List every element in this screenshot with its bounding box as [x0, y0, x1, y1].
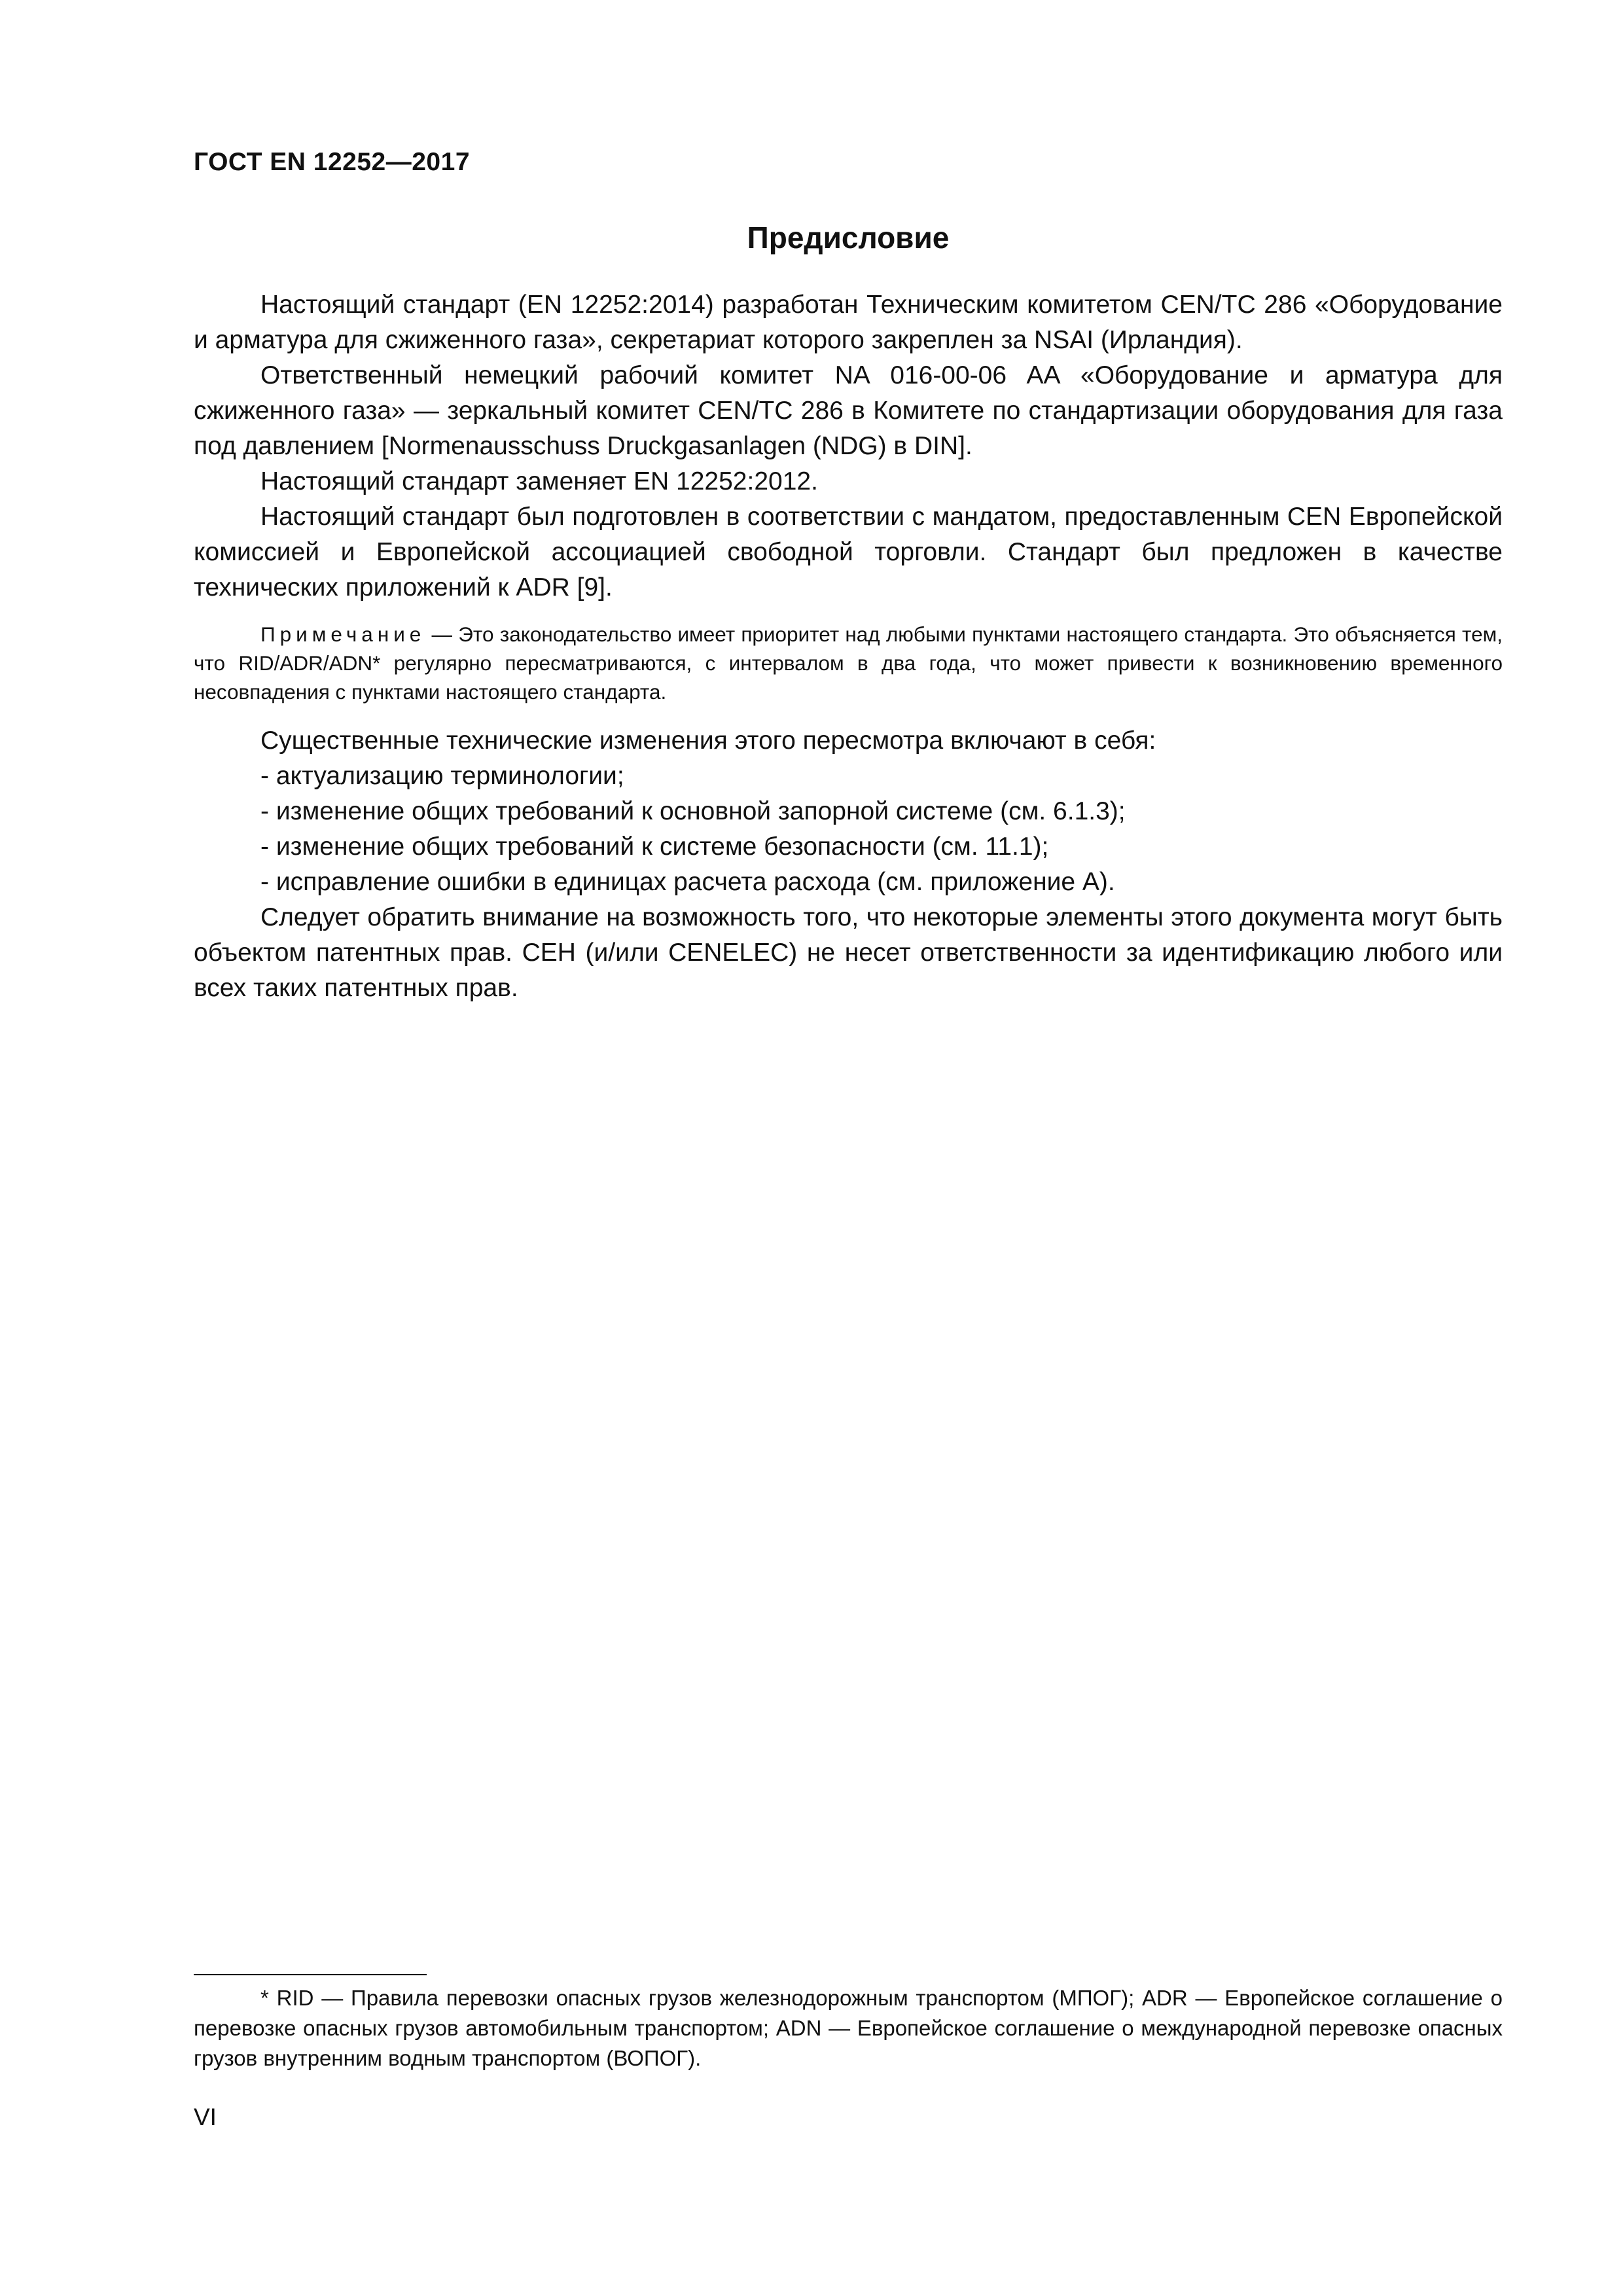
list-item: - актуализацию терминологии; [260, 762, 624, 791]
document-code-header: ГОСТ EN 12252—2017 [194, 148, 471, 176]
paragraph-mandate: Настоящий стандарт был подготовлен в соответствии с мандатом, предоставленным CEN Европейской комиссией и Европейской ассоциацией свободной торговли. Стандарт был предложен в качестве технических приложений к ADR [9]. [194, 503, 1503, 602]
list-item: - изменение общих требований к системе безопасности (см. 11.1); [260, 833, 1049, 861]
changes-intro: Существенные технические изменения этого пересмотра включают в себя: [260, 726, 1156, 755]
footnote: * RID — Правила перевозки опасных грузов железнодорожным транспортом (МПОГ); ADR — Европейское соглашение о перевозке опасных грузов автомобильным транспортом; ADN — Европейское соглашение о международной перевозке опасных грузов внутренним водным транспортом (ВОПОГ). [194, 1986, 1503, 2070]
paragraph-developer: Настоящий стандарт (EN 12252:2014) разработан Техническим комитетом CEN/TC 286 «Оборудование и арматура для сжиженного газа», секретариат которого закреплен за NSAI (Ирландия). [194, 291, 1503, 355]
page-number: VI [194, 2104, 217, 2130]
note-text: — Это законодательство имеет приоритет над любыми пунктами настоящего стандарта. Это объясняется тем, что RID/ADR/ADN* регулярно пересматриваются, с интервалом в два года, что может привести к возникновению временного несовпадения с пунктами настоящего стандарта. [194, 622, 1503, 704]
section-title: Предисловие [747, 221, 950, 255]
list-item: - изменение общих требований к основной запорной системе (см. 6.1.3); [260, 797, 1126, 826]
note-label: Примечание [260, 622, 426, 647]
changes-list [194, 759, 1503, 900]
note [194, 620, 1503, 706]
foreword-section [194, 220, 1503, 1006]
paragraph-replaces: Настоящий стандарт заменяет EN 12252:2012. [260, 467, 818, 496]
paragraph-responsible-committee: Ответственный немецкий рабочий комитет NA 016-00-06 AA «Оборудование и арматура для сжиженного газа» — зеркальный комитет CEN/TC 286 в Комитете по стандартизации оборудования для газа под давлением [Normenausschuss Druckgasanlagen (NDG) в DIN]. [194, 361, 1503, 461]
patent-notice: Следует обратить внимание на возможность того, что некоторые элементы этого документа могут быть объектом патентных прав. СЕН (и/или CENELEC) не несет ответственности за идентификацию любого или всех таких патентных прав. [194, 903, 1503, 1003]
footnote-divider [194, 1974, 427, 1975]
list-item: - исправление ошибки в единицах расчета расхода (см. приложение А). [260, 868, 1115, 897]
